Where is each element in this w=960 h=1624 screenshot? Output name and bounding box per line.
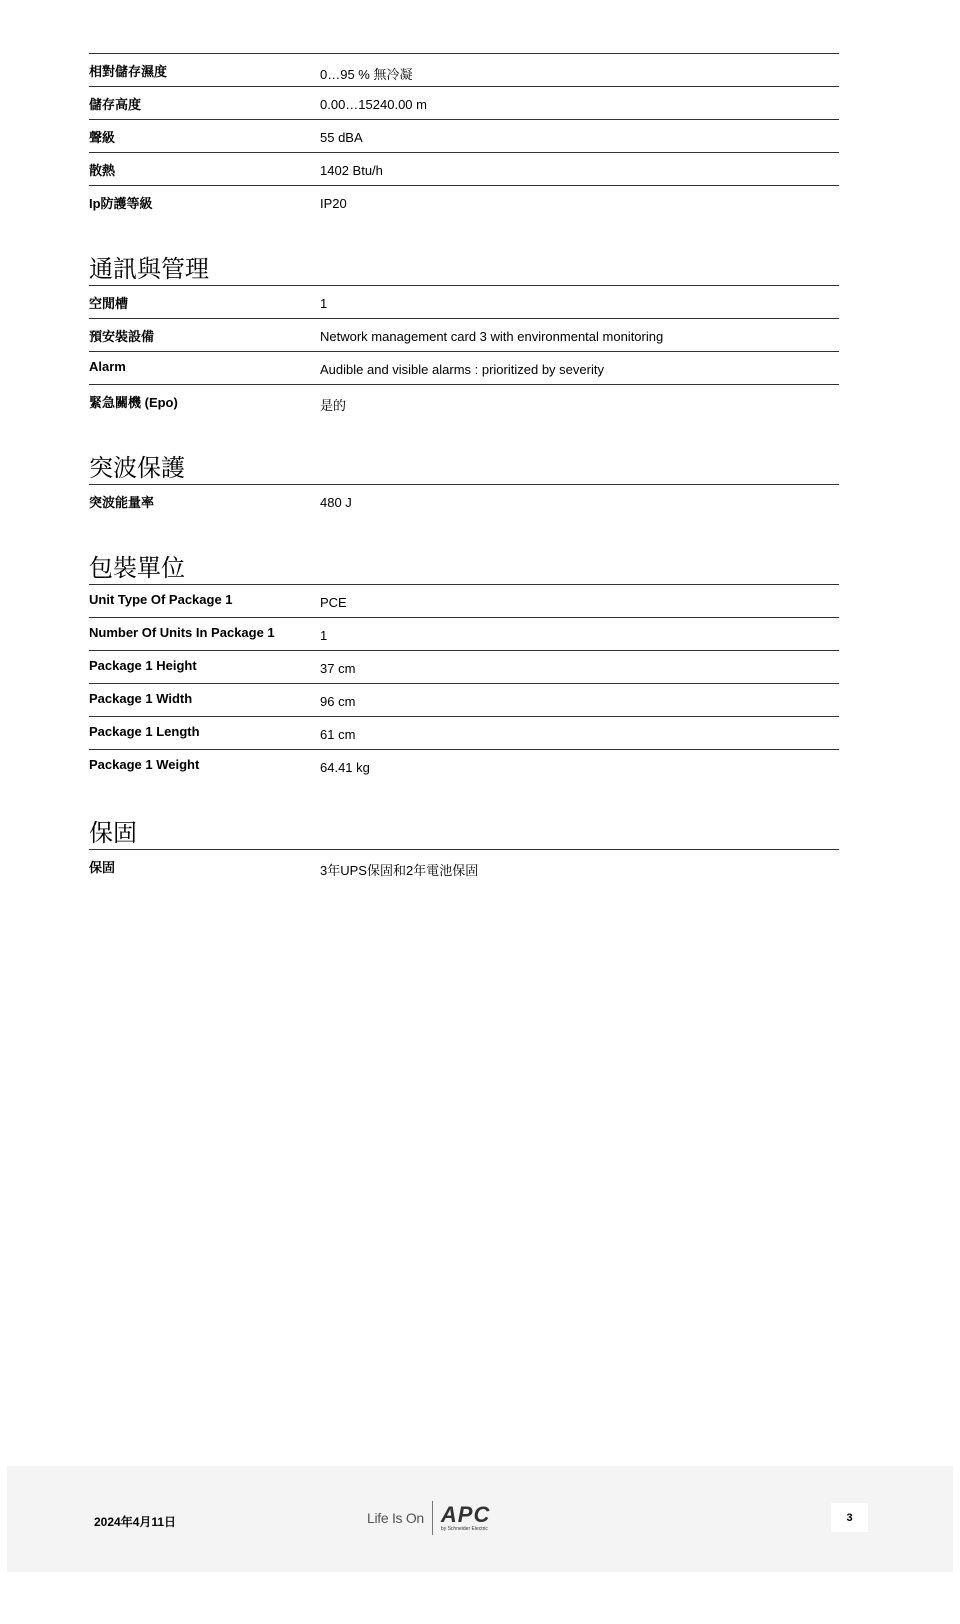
spec-label: Ip防護等級 (89, 196, 153, 211)
spec-row (89, 485, 839, 518)
spec-section-environment (89, 53, 839, 219)
spec-label: Number Of Units In Package 1 (89, 625, 275, 640)
section-title: 包裝單位 (89, 555, 185, 582)
spec-value: 0.00…15240.00 m (320, 97, 427, 112)
spec-table (89, 484, 839, 518)
spec-value: 55 dBA (320, 130, 363, 145)
spec-label: 相對儲存濕度 (89, 64, 168, 79)
spec-table (89, 849, 839, 883)
spec-value: 3年UPS保固和2年電池保固 (320, 863, 479, 878)
spec-label: 散熱 (89, 163, 116, 178)
spec-value: Network management card 3 with environmental monitoring (320, 329, 664, 344)
spec-value: 96 cm (320, 694, 356, 709)
brand-logo (367, 1498, 490, 1538)
spec-table (89, 584, 839, 783)
spec-row (89, 87, 839, 120)
spec-value: IP20 (320, 196, 347, 211)
spec-label: 突波能量率 (89, 495, 155, 510)
spec-row (89, 352, 839, 385)
footer-date: 2024年4月11日 (94, 1515, 177, 1529)
spec-label: Package 1 Weight (89, 757, 200, 772)
spec-label: Package 1 Height (89, 658, 197, 673)
logo-divider (432, 1501, 433, 1535)
spec-value: 0…95 % 無冷凝 (320, 67, 413, 82)
spec-row (89, 684, 839, 717)
spec-label: Unit Type Of Package 1 (89, 592, 233, 607)
spec-value: 1402 Btu/h (320, 163, 383, 178)
spec-row (89, 850, 839, 883)
spec-label: Package 1 Length (89, 724, 200, 739)
spec-section-communication (89, 255, 839, 418)
spec-value: 1 (320, 628, 328, 643)
apc-brand: APC (440, 1501, 491, 1527)
spec-label: 緊急關機 (Epo) (89, 395, 178, 410)
page-footer (7, 1466, 953, 1572)
section-title: 保固 (89, 820, 137, 847)
spec-label: Package 1 Width (89, 691, 193, 706)
section-title: 突波保護 (89, 455, 185, 482)
spec-value: 37 cm (320, 661, 356, 676)
spec-row (89, 585, 839, 618)
spec-value: 480 J (320, 495, 352, 510)
spec-row (89, 750, 839, 783)
spec-table (89, 285, 839, 418)
spec-value: 1 (320, 296, 328, 311)
life-is-on-logo: Life Is On (367, 1510, 424, 1526)
spec-label: 保固 (89, 860, 116, 875)
spec-label: 預安裝設備 (89, 329, 155, 344)
spec-value: 是的 (320, 398, 347, 413)
spec-row (89, 54, 839, 87)
spec-value: PCE (320, 595, 347, 610)
spec-value: Audible and visible alarms : prioritized by severity (320, 362, 604, 377)
spec-row (89, 186, 839, 219)
spec-row (89, 120, 839, 153)
spec-label: 儲存高度 (89, 97, 142, 112)
apc-logo (440, 1501, 491, 1533)
spec-section-surge (89, 454, 839, 518)
spec-row (89, 651, 839, 684)
spec-row (89, 153, 839, 186)
spec-table (89, 53, 839, 219)
spec-label: Alarm (89, 359, 126, 374)
spec-row (89, 319, 839, 352)
spec-section-packaging (89, 554, 839, 783)
spec-row (89, 618, 839, 651)
spec-row (89, 385, 839, 418)
spec-value: 64.41 kg (320, 760, 370, 775)
page-number: 3 (831, 1503, 868, 1532)
spec-row (89, 286, 839, 319)
spec-section-warranty (89, 819, 839, 883)
spec-label: 聲級 (89, 130, 116, 145)
spec-value: 61 cm (320, 727, 356, 742)
section-title: 通訊與管理 (89, 256, 209, 283)
spec-content (89, 53, 839, 883)
apc-brand-sub: by Schneider Electric (440, 1525, 488, 1532)
spec-label: 空閒槽 (89, 296, 129, 311)
spec-row (89, 717, 839, 750)
